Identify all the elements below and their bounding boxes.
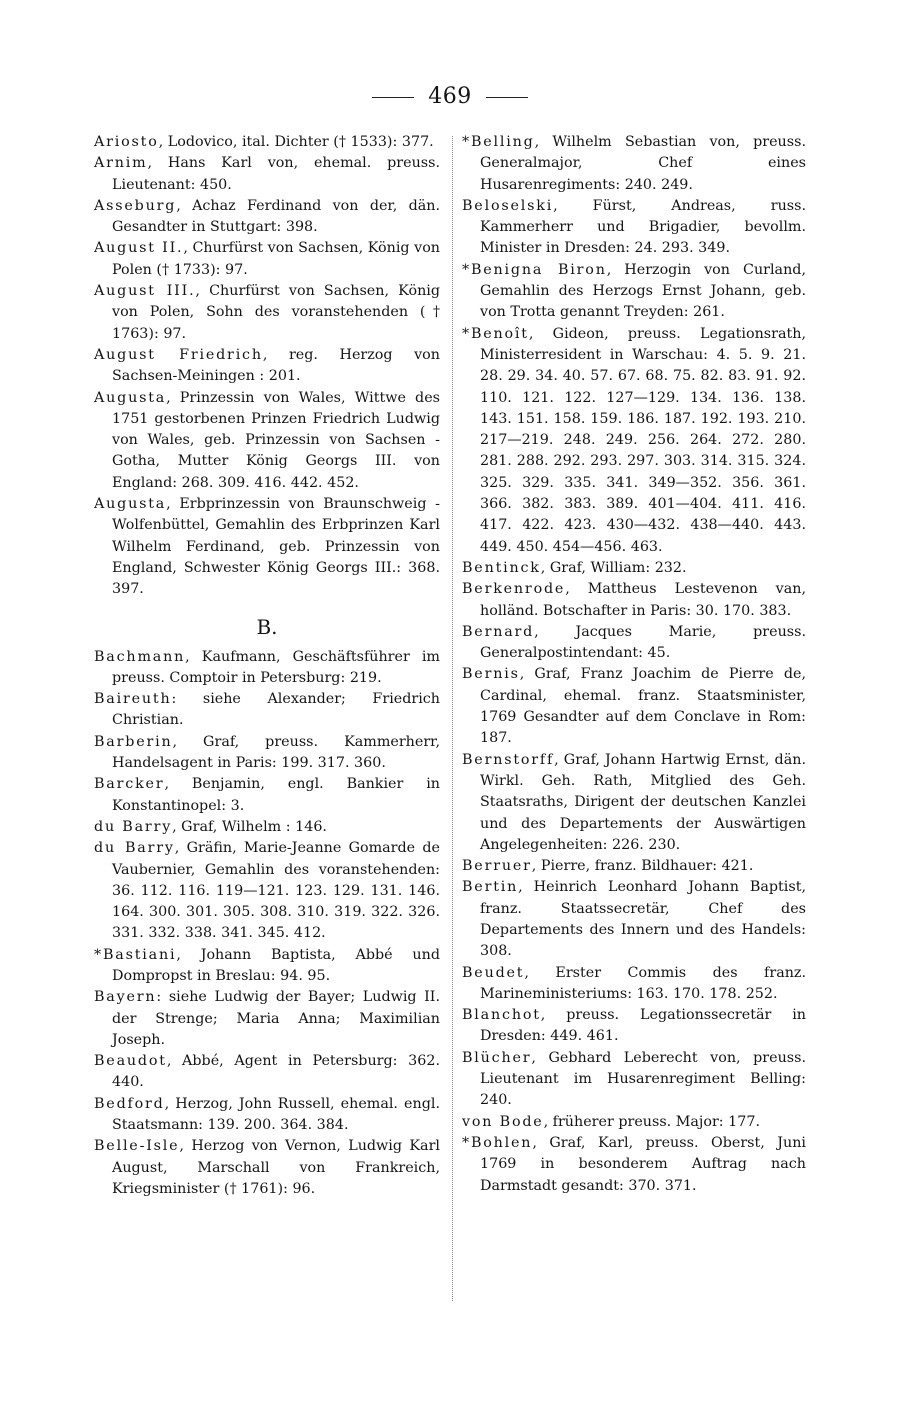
entry-head: Barberin (94, 733, 173, 750)
entry-text: , Gräfin, Marie-Jeanne Gomarde de Vaubernier, Gemahlin des voranstehenden: 36. 112. 116. 119—121. 123. 129. 131. 146. 164. 300. 301. 305. 308. 310. 319. 322. 326. 331. 332. 338. 341. 345. 412. (112, 840, 440, 942)
index-entry (94, 1094, 440, 1137)
entry-text: , Herzog, John Russell, ehemal. engl. Staatsmann: 139. 200. 364. 384. (112, 1095, 440, 1134)
index-entry (94, 838, 440, 944)
index-entry (462, 856, 806, 877)
entry-text: , Gebhard Leberecht von, preuss. Lieutenant im Husarenregiment Belling: 240. (480, 1049, 806, 1109)
entry-head: August Friedrich (94, 346, 263, 363)
entry-head: Belle-Isle (94, 1138, 180, 1155)
entry-head: du Barry (94, 840, 175, 857)
entry-text: , Graf, Franz Joachim de Pierre de, Cardinal, ehemal. franz. Staatsminister, 1769 Gesandter auf dem Conclave in Rom: 187. (480, 666, 806, 747)
entry-text: , Graf, Johann Hartwig Ernst, dän. Wirkl. Geh. Rath, Mitglied des Geh. Staatsraths, Dirigent der deutschen Kanzlei und des Departements der Auswärtigen Angelegenheiten: 226. 230. (480, 751, 806, 853)
entry-head: du Barry (94, 818, 173, 835)
entry-head: *Bastiani (94, 946, 177, 963)
index-entry (94, 281, 440, 345)
entry-text: , Graf, preuss. Kammerherr, Handelsagent in Paris: 199. 317. 360. (112, 733, 440, 772)
entry-head: Bedford (94, 1095, 165, 1112)
entry-head: Augusta (94, 389, 167, 406)
entry-head: Ariosto (94, 134, 159, 150)
index-entry (462, 260, 806, 324)
entry-text: , Graf, Karl, preuss. Oberst, Juni 1769 in besonderem Auftrag nach Darmstadt gesandt: 370. 371. (480, 1134, 806, 1194)
entry-head: Bertin (462, 879, 519, 896)
entry-text: , Pierre, franz. Bildhauer: 421. (531, 858, 754, 875)
dash-right (486, 97, 528, 98)
index-entry (462, 196, 806, 260)
index-entry (94, 153, 440, 196)
index-entry (94, 945, 440, 988)
index-entry (94, 774, 440, 817)
index-entry (462, 750, 806, 856)
entry-text: , Heinrich Leonhard Johann Baptist, franz. Staatssecretär, Chef des Departements des Innern und des Handels: 308. (480, 879, 806, 960)
entry-text: , Churfürst von Sachsen, König von Polen († 1733): 97. (112, 240, 441, 278)
entry-text: , früherer preuss. Major: 177. (543, 1113, 760, 1130)
entries-b (94, 647, 440, 1201)
index-entry (94, 1136, 440, 1200)
index-entry (462, 132, 806, 196)
entry-head: Bentinck (462, 559, 541, 576)
index-entry (94, 388, 440, 494)
entry-text: , Abbé, Agent in Petersburg: 362. 440. (112, 1053, 440, 1091)
right-column (462, 132, 806, 1197)
entry-text: , Achaz Ferdinand von der, dän. Gesandter in Stuttgart: 398. (112, 197, 440, 236)
entry-head: Bachmann (94, 648, 186, 665)
entry-text: , Mattheus Lestevenon van, holländ. Botschafter in Paris: 30. 170. 383. (480, 581, 806, 619)
entry-text: , Prinzessin von Wales, Wittwe des 1751 gestorbenen Prinzen Friedrich Ludwig von Wales, geb. Prinzessin von Sachsen - Gotha, Mutter König Georgs III. von England: 268. 309. 416. 442. 452. (112, 389, 440, 491)
index-entry (462, 579, 806, 622)
index-entry (94, 132, 440, 153)
entry-head: Berkenrode (462, 581, 566, 598)
index-entry (462, 1005, 806, 1048)
entry-head: von Bode (462, 1113, 544, 1130)
entry-head: *Belling (462, 134, 535, 150)
index-entry (462, 664, 806, 749)
index-entry (462, 558, 806, 579)
entry-text: , Kaufmann, Geschäftsführer im preuss. Comptoir in Petersburg: 219. (112, 648, 440, 686)
entry-text: , Fürst, Andreas, russ. Kammerherr und Brigadier, bevollm. Minister in Dresden: 24. 293. 349. (480, 197, 806, 257)
entry-text: , preuss. Legationssecretär in Dresden: 449. 461. (480, 1007, 806, 1045)
entry-text: : siehe Ludwig der Bayer; Ludwig II. der Strenge; Maria Anna; Maximilian Joseph. (112, 989, 440, 1048)
entry-head: Blanchot (462, 1007, 541, 1024)
entry-head: Beaudot (94, 1053, 167, 1070)
entry-text: , Erbprinzessin von Braunschweig - Wolfenbüttel, Gemahlin des Erbprinzen Karl Wilhelm Ferdinand, geb. Prinzessin von England, Schwester König Georgs III.: 368. 397. (112, 496, 440, 598)
entry-text: , Lodovico, ital. Dichter († 1533): 377. (158, 134, 434, 150)
entry-head: August III. (94, 283, 196, 300)
left-column (94, 132, 440, 1200)
index-entry (462, 1133, 806, 1197)
column-divider (452, 136, 453, 1301)
index-entry (94, 1051, 440, 1094)
entry-text: , Herzogin von Curland, Gemahlin des Herzogs Ernst Johann, geb. von Trotta genannt Treyden: 261. (480, 261, 806, 321)
index-entry (94, 817, 440, 838)
entries-a (94, 132, 440, 601)
entry-head: August II. (94, 240, 184, 257)
entry-head: Bernis (462, 666, 520, 683)
entry-head: Bayern (94, 989, 157, 1006)
index-entry (94, 647, 440, 690)
entry-head: Beloselski (462, 197, 554, 214)
entry-head: Bernard (462, 623, 535, 640)
index-entry (94, 494, 440, 600)
index-entry (462, 877, 806, 962)
entry-head: Beudet (462, 964, 525, 981)
entry-text: , Erster Commis des franz. Marineministeriums: 163. 170. 178. 252. (480, 964, 806, 1002)
entry-head: Baireuth (94, 691, 172, 708)
index-entry (462, 622, 806, 665)
entry-text: , Hans Karl von, ehemal. preuss. Lieutenant: 450. (112, 155, 440, 193)
entry-head: Blücher (462, 1049, 532, 1066)
page-number (0, 84, 900, 109)
entry-text: , Benjamin, engl. Bankier in Konstantinopel: 3. (112, 776, 440, 814)
entry-text: , reg. Herzog von Sachsen-Meiningen : 201. (112, 346, 440, 385)
entry-text: : siehe Alexander; Friedrich Christian. (112, 691, 440, 729)
entry-head: Barcker (94, 776, 165, 793)
index-entry (462, 324, 806, 558)
index-entry (94, 689, 440, 732)
index-entry (94, 238, 440, 281)
index-entry (462, 963, 806, 1006)
entry-head: Arnim (94, 155, 148, 172)
index-entry (94, 987, 440, 1051)
entry-text: , Jacques Marie, preuss. Generalpostintendant: 45. (480, 623, 806, 662)
index-entry (462, 1048, 806, 1112)
entry-head: *Bohlen (462, 1134, 533, 1151)
entry-text: , Gideon, preuss. Legationsrath, Ministerresident in Warschau: 4. 5. 9. 21. 28. 29. 34. 40. 57. 67. 68. 75. 82. 83. 91. 92. 110. 121. 122. 127—129. 134. 136. 138. 143. 151. 158. 159. 186. 187. 192. 193. 210. 217—219. 248. 249. 256. 264. 272. 280. 281. 288. 292. 293. 297. 303. 314. 315. 324. 325. 329. 335. 341. 349—352. 356. 361. 366. 382. 383. 389. 401—404. 411. 416. 417. 422. 423. 430—432. 438—440. 443. 449. 450. 454—456. 463. (480, 325, 806, 555)
section-letter: B. (256, 614, 278, 639)
entry-text: , Wilhelm Sebastian von, preuss. Generalmajor, Chef eines Husarenregiments: 240. 249. (480, 134, 806, 193)
entry-head: *Benoît (462, 325, 529, 342)
entry-head: *Benigna Biron (462, 261, 607, 278)
index-entry (94, 345, 440, 388)
page-number-text: 469 (428, 84, 472, 109)
dash-left (372, 97, 414, 98)
entry-text: , Churfürst von Sachsen, König von Polen, Sohn des voranstehenden († 1763): 97. (112, 283, 440, 342)
entry-head: Augusta (94, 496, 167, 513)
entry-head: Asseburg (94, 197, 177, 214)
entry-text: , Graf, William: 232. (540, 559, 687, 576)
entry-text: , Graf, Wilhelm : 146. (172, 818, 327, 835)
index-entry (462, 1112, 806, 1133)
entry-head: Bernstorff (462, 751, 555, 768)
index-entry (94, 732, 440, 775)
entry-text: , Herzog von Vernon, Ludwig Karl August, Marschall von Frankreich, Kriegsminister († 1761): 96. (112, 1138, 440, 1197)
entry-head: Berruer (462, 858, 532, 875)
entry-text: , Johann Baptista, Abbé und Dompropst in Breslau: 94. 95. (112, 946, 440, 984)
index-entry (94, 196, 440, 239)
